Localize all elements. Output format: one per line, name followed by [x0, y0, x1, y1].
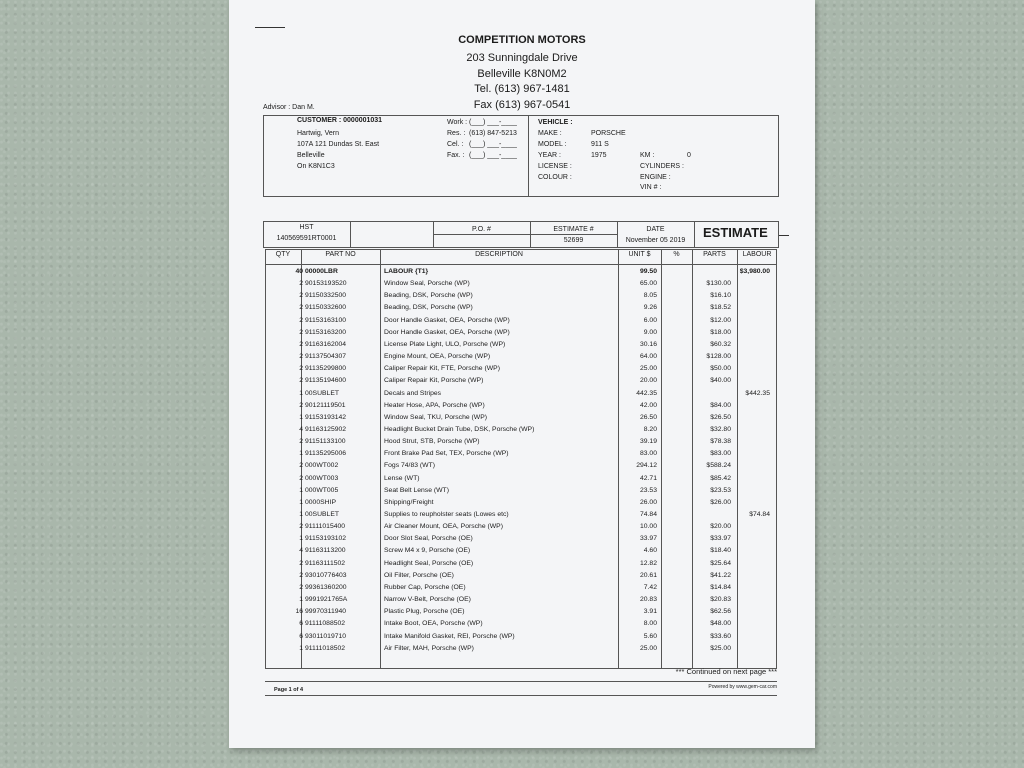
colour-label: COLOUR : — [538, 174, 572, 181]
description-cell: Headlight Seal, Porsche (OE) — [384, 559, 474, 567]
part-no-cell: 91111015400 — [305, 523, 346, 531]
description-cell: Plastic Plug, Porsche (OE) — [384, 608, 465, 616]
table-row — [229, 462, 815, 474]
parts-cell: $62.56 — [710, 608, 731, 616]
table-row — [229, 304, 815, 316]
parts-cell: $25.64 — [710, 559, 731, 567]
table-row — [229, 535, 815, 547]
part-no-cell: 0000SHIP — [305, 498, 336, 506]
qty-cell: 2 — [299, 583, 303, 591]
parts-cell: $85.42 — [710, 474, 731, 482]
company-name: COMPETITION MOTORS — [458, 34, 586, 46]
col-qty: QTY — [275, 251, 291, 258]
description-cell: Screw M4 x 9, Porsche (OE) — [384, 547, 471, 555]
part-no-cell: 00000LBR — [305, 268, 338, 275]
footer-line — [265, 681, 777, 682]
part-no-cell: 91163113200 — [305, 547, 346, 555]
part-no-cell: 93011019710 — [305, 632, 347, 640]
company-city: Belleville K8N0M2 — [477, 68, 567, 80]
parts-cell: $41.22 — [710, 571, 731, 579]
parts-cell: $33.60 — [710, 632, 731, 640]
unit-price-cell: 83.00 — [639, 450, 657, 458]
km-label: KM : — [640, 152, 655, 159]
customer-heading: CUSTOMER : 0000001031 — [297, 117, 383, 124]
unit-price-cell: 25.00 — [639, 365, 657, 373]
qty-cell: 2 — [299, 438, 303, 446]
col-pct: % — [673, 251, 680, 258]
table-row — [229, 608, 815, 620]
labour-cell: $442.35 — [745, 389, 770, 397]
box-divider — [528, 115, 529, 197]
part-no-cell: 91111018502 — [305, 644, 346, 652]
part-no-cell: 99970311940 — [305, 608, 347, 616]
col-unit: UNIT $ — [628, 251, 651, 258]
description-cell: Intake Manifold Gasket, REI, Porsche (WP) — [384, 632, 515, 640]
qty-cell: 1 — [299, 498, 303, 506]
parts-cell: $588.24 — [706, 462, 731, 470]
description-cell: Heater Hose, APA, Porsche (WP) — [384, 401, 485, 409]
unit-price-cell: 99.50 — [639, 268, 657, 275]
table-row — [229, 560, 815, 572]
fax-label: Fax. : — [447, 152, 465, 159]
table-row — [229, 584, 815, 596]
vin-label: VIN # : — [640, 184, 662, 191]
parts-cell: $20.00 — [710, 523, 731, 531]
unit-price-cell: 74.84 — [639, 511, 657, 518]
table-row — [229, 365, 815, 377]
description-cell: Seat Belt Lense (WT) — [384, 486, 449, 494]
year-label: YEAR : — [538, 152, 561, 159]
table-row — [229, 645, 815, 657]
description-cell: Window Seal, TKU, Porsche (WP) — [384, 413, 487, 421]
company-address: 203 Sunningdale Drive — [466, 52, 578, 64]
description-cell: Beading, DSK, Porsche (WP) — [384, 292, 473, 300]
part-no-cell: 91163162004 — [305, 340, 347, 348]
col-parts: PARTS — [703, 251, 726, 258]
unit-price-cell: 9.00 — [643, 328, 657, 336]
unit-price-cell: 8.00 — [643, 620, 657, 628]
parts-cell: $14.84 — [710, 583, 731, 591]
qty-cell: 1 — [299, 511, 303, 518]
hst-label: HST — [299, 224, 314, 231]
col-part-no: PART NO — [325, 251, 356, 258]
corner-mark — [255, 27, 285, 28]
parts-cell: $48.00 — [710, 620, 731, 628]
table-row — [229, 377, 815, 389]
qty-cell: 16 — [295, 608, 303, 616]
hst-value: 140569591RT0001 — [276, 235, 337, 242]
part-no-cell: 91153163100 — [305, 316, 347, 324]
part-no-cell: 000WT005 — [305, 486, 339, 494]
qty-cell: 4 — [299, 547, 303, 555]
description-cell: Window Seal, Porsche (WP) — [384, 280, 470, 288]
table-row — [229, 438, 815, 450]
estimate-number-value: 52699 — [563, 237, 584, 244]
qty-cell: 2 — [299, 474, 303, 482]
fax-value: (___) ___-____ — [469, 152, 517, 159]
qty-cell: 2 — [299, 328, 303, 336]
res-value: (613) 847-5213 — [469, 130, 517, 137]
year-value: 1975 — [591, 152, 607, 159]
part-no-cell: 91135194600 — [305, 377, 347, 385]
table-row — [229, 620, 815, 632]
part-no-cell: 91153193142 — [305, 413, 347, 421]
make-label: MAKE : — [538, 130, 562, 137]
work-label: Work : — [447, 119, 468, 126]
make-value: PORSCHE — [591, 130, 626, 137]
table-row — [229, 572, 815, 584]
unit-price-cell: 39.19 — [639, 438, 657, 446]
edge-mark — [779, 235, 789, 236]
customer-prov-postal: On K8N1C3 — [297, 163, 335, 170]
description-cell: Air Cleaner Mount, OEA, Porsche (WP) — [384, 523, 503, 531]
qty-cell: 2 — [299, 292, 303, 300]
parts-cell: $20.83 — [710, 596, 731, 604]
customer-street: 107A 121 Dundas St. East — [297, 141, 380, 148]
parts-cell: $18.00 — [710, 328, 731, 336]
part-no-cell: 90153193520 — [305, 280, 347, 288]
unit-price-cell: 4.60 — [643, 547, 657, 555]
parts-cell: $130.00 — [706, 280, 731, 288]
description-cell: Rubber Cap, Porsche (OE) — [384, 583, 466, 591]
qty-cell: 1 — [299, 535, 303, 543]
table-row — [229, 547, 815, 559]
unit-price-cell: 26.00 — [639, 498, 657, 506]
unit-price-cell: 42.71 — [639, 474, 657, 482]
table-row — [229, 414, 815, 426]
table-row — [229, 426, 815, 438]
table-row — [229, 596, 815, 608]
qty-cell: 1 — [299, 450, 303, 458]
qty-cell: 2 — [299, 280, 303, 288]
description-cell: Oil Filter, Porsche (OE) — [384, 571, 454, 579]
table-row — [229, 633, 815, 645]
qty-cell: 4 — [299, 425, 303, 433]
po-label: P.O. # — [472, 226, 491, 233]
unit-price-cell: 12.82 — [639, 559, 657, 567]
unit-price-cell: 442.35 — [636, 389, 657, 397]
unit-price-cell: 65.00 — [639, 280, 657, 288]
part-no-cell: 91163125902 — [305, 425, 347, 433]
unit-price-cell: 26.50 — [639, 413, 657, 421]
parts-cell: $23.53 — [710, 486, 731, 494]
work-value: (___) ___-____ — [469, 119, 517, 126]
qty-cell: 2 — [299, 571, 303, 579]
qty-cell: 2 — [299, 353, 303, 361]
qty-cell: 2 — [299, 523, 303, 531]
qty-cell: 2 — [299, 316, 303, 324]
parts-cell: $12.00 — [710, 316, 731, 324]
description-cell: Hood Strut, STB, Porsche (WP) — [384, 438, 480, 446]
qty-cell: 40 — [295, 268, 303, 275]
description-cell: Beading, DSK, Porsche (WP) — [384, 304, 473, 312]
description-cell: Door Handle Gasket, OEA, Porsche (WP) — [384, 328, 510, 336]
labour-cell: $74.84 — [749, 511, 770, 518]
parts-cell: $50.00 — [710, 365, 731, 373]
estimate-title: ESTIMATE — [703, 225, 768, 240]
qty-cell: 1 — [299, 596, 303, 604]
customer-name: Hartwig, Vern — [297, 130, 340, 137]
table-row — [229, 280, 815, 292]
description-cell: Headlight Bucket Drain Tube, DSK, Porsche (WP) — [384, 425, 535, 433]
part-no-cell: 000WT002 — [305, 462, 339, 470]
table-row — [229, 487, 815, 499]
qty-cell: 2 — [299, 377, 303, 385]
unit-price-cell: 7.42 — [643, 583, 657, 591]
customer-vehicle-box — [263, 115, 779, 197]
cel-value: (___) ___-____ — [469, 141, 517, 148]
table-row — [229, 353, 815, 365]
part-no-cell: 00SUBLET — [305, 511, 340, 518]
info-divider — [694, 221, 695, 248]
table-row — [229, 499, 815, 511]
parts-cell: $18.40 — [710, 547, 731, 555]
qty-cell: 6 — [299, 632, 303, 640]
unit-price-cell: 294.12 — [636, 462, 657, 470]
part-no-cell: 91150332600 — [305, 304, 347, 312]
part-no-cell: 93010776403 — [305, 571, 347, 579]
description-cell: Caliper Repair Kit, Porsche (WP) — [384, 377, 484, 385]
description-cell: Front Brake Pad Set, TEX, Porsche (WP) — [384, 450, 509, 458]
parts-cell: $18.52 — [710, 304, 731, 312]
license-label: LICENSE : — [538, 163, 572, 170]
qty-cell: 6 — [299, 620, 303, 628]
engine-label: ENGINE : — [640, 174, 671, 181]
info-divider — [433, 234, 617, 235]
unit-price-cell: 23.53 — [639, 486, 657, 494]
table-row — [229, 402, 815, 414]
part-no-cell: 9991921765A — [305, 596, 348, 604]
estimate-sheet — [229, 0, 815, 748]
part-no-cell: 90121119501 — [305, 401, 346, 409]
description-cell: Fogs 74/83 (WT) — [384, 462, 435, 470]
page-number: Page 1 of 4 — [274, 687, 304, 693]
unit-price-cell: 25.00 — [639, 644, 657, 652]
table-row — [229, 450, 815, 462]
footer-line-bottom — [265, 695, 777, 696]
part-no-cell: 91153163200 — [305, 328, 347, 336]
part-no-cell: 91135295006 — [305, 450, 347, 458]
description-cell: Lense (WT) — [384, 474, 420, 482]
parts-cell: $16.10 — [710, 292, 731, 300]
qty-cell: 1 — [299, 413, 303, 421]
unit-price-cell: 6.00 — [643, 316, 657, 324]
parts-cell: $40.00 — [710, 377, 731, 385]
cylinders-label: CYLINDERS : — [640, 163, 684, 170]
unit-price-cell: 8.20 — [643, 425, 657, 433]
date-label: DATE — [646, 226, 665, 233]
continued-note: *** Continued on next page *** — [675, 667, 777, 676]
table-row — [229, 511, 815, 523]
qty-cell: 2 — [299, 365, 303, 373]
km-value: 0 — [687, 152, 691, 159]
part-no-cell: 91111088502 — [305, 620, 346, 628]
info-divider — [350, 221, 351, 248]
table-row — [229, 317, 815, 329]
parts-cell: $26.50 — [710, 413, 731, 421]
parts-cell: $32.80 — [710, 425, 731, 433]
table-row — [229, 292, 815, 304]
model-value: 911 S — [591, 141, 609, 148]
unit-price-cell: 20.83 — [639, 596, 657, 604]
description-cell: License Plate Light, ULO, Porsche (WP) — [384, 340, 506, 348]
parts-cell: $60.32 — [710, 340, 731, 348]
part-no-cell: 91137504307 — [305, 353, 347, 361]
part-no-cell: 99361360200 — [305, 583, 347, 591]
description-cell: Decals and Stripes — [384, 389, 442, 397]
parts-cell: $83.00 — [710, 450, 731, 458]
table-row — [229, 523, 815, 535]
description-cell: Narrow V-Belt, Porsche (OE) — [384, 596, 471, 604]
model-label: MODEL : — [538, 141, 567, 148]
parts-cell: $33.97 — [710, 535, 731, 543]
col-labour: LABOUR — [742, 251, 772, 258]
parts-cell: $25.00 — [710, 644, 731, 652]
part-no-cell: 00SUBLET — [305, 389, 340, 397]
unit-price-cell: 20.61 — [639, 571, 657, 579]
vehicle-heading: VEHICLE : — [538, 119, 573, 126]
description-cell: Door Handle Gasket, OEA, Porsche (WP) — [384, 316, 510, 324]
table-row — [229, 341, 815, 353]
description-cell: Engine Mount, OEA, Porsche (WP) — [384, 353, 491, 361]
unit-price-cell: 20.00 — [639, 377, 657, 385]
unit-price-cell: 3.91 — [643, 608, 657, 616]
part-no-cell: 91153193102 — [305, 535, 347, 543]
description-cell: LABOUR {T1} — [384, 268, 429, 275]
table-header-divider — [265, 264, 777, 265]
description-cell: Door Slot Seal, Porsche (OE) — [384, 535, 473, 543]
parts-cell: $128.00 — [706, 353, 731, 361]
unit-price-cell: 64.00 — [639, 353, 657, 361]
qty-cell: 2 — [299, 559, 303, 567]
qty-cell: 1 — [299, 486, 303, 494]
table-row — [229, 268, 815, 280]
date-value: November 05 2019 — [625, 237, 686, 244]
advisor: Advisor : Dan M. — [263, 104, 315, 111]
description-cell: Supplies to reupholster seats (Lowes etc) — [384, 511, 509, 518]
unit-price-cell: 30.16 — [639, 340, 657, 348]
qty-cell: 2 — [299, 304, 303, 312]
powered-by: Powered by www.gem-car.com — [708, 684, 777, 690]
unit-price-cell: 10.00 — [639, 523, 657, 531]
cel-label: Cel. : — [447, 141, 464, 148]
part-no-cell: 91163111502 — [305, 559, 346, 567]
unit-price-cell: 42.00 — [639, 401, 657, 409]
table-row — [229, 390, 815, 402]
table-row — [229, 329, 815, 341]
res-label: Res. : — [447, 130, 466, 137]
description-cell: Intake Boot, OEA, Porsche (WP) — [384, 620, 483, 628]
qty-cell: 2 — [299, 340, 303, 348]
description-cell: Caliper Repair Kit, FTE, Porsche (WP) — [384, 365, 500, 373]
parts-cell: $84.00 — [710, 401, 731, 409]
company-fax: Fax (613) 967-0541 — [473, 99, 571, 111]
parts-cell: $78.38 — [710, 438, 731, 446]
table-row — [229, 475, 815, 487]
part-no-cell: 000WT003 — [305, 474, 339, 482]
qty-cell: 1 — [299, 389, 303, 397]
unit-price-cell: 33.97 — [639, 535, 657, 543]
unit-price-cell: 9.26 — [643, 304, 657, 312]
description-cell: Air Filter, MAH, Porsche (WP) — [384, 644, 474, 652]
description-cell: Shipping/Freight — [384, 498, 434, 506]
col-description: DESCRIPTION — [475, 251, 523, 258]
labour-cell: $3,980.00 — [739, 268, 770, 275]
qty-cell: 2 — [299, 401, 303, 409]
part-no-cell: 91151133100 — [305, 438, 346, 446]
unit-price-cell: 8.05 — [643, 292, 657, 300]
company-tel: Tel. (613) 967-1481 — [474, 83, 570, 95]
unit-price-cell: 5.60 — [643, 632, 657, 640]
parts-cell: $26.00 — [710, 498, 731, 506]
qty-cell: 1 — [299, 644, 303, 652]
part-no-cell: 91150332500 — [305, 292, 347, 300]
qty-cell: 2 — [299, 462, 303, 470]
estimate-number-label: ESTIMATE # — [553, 226, 594, 233]
part-no-cell: 91135299800 — [305, 365, 347, 373]
customer-city: Belleville — [297, 152, 325, 159]
